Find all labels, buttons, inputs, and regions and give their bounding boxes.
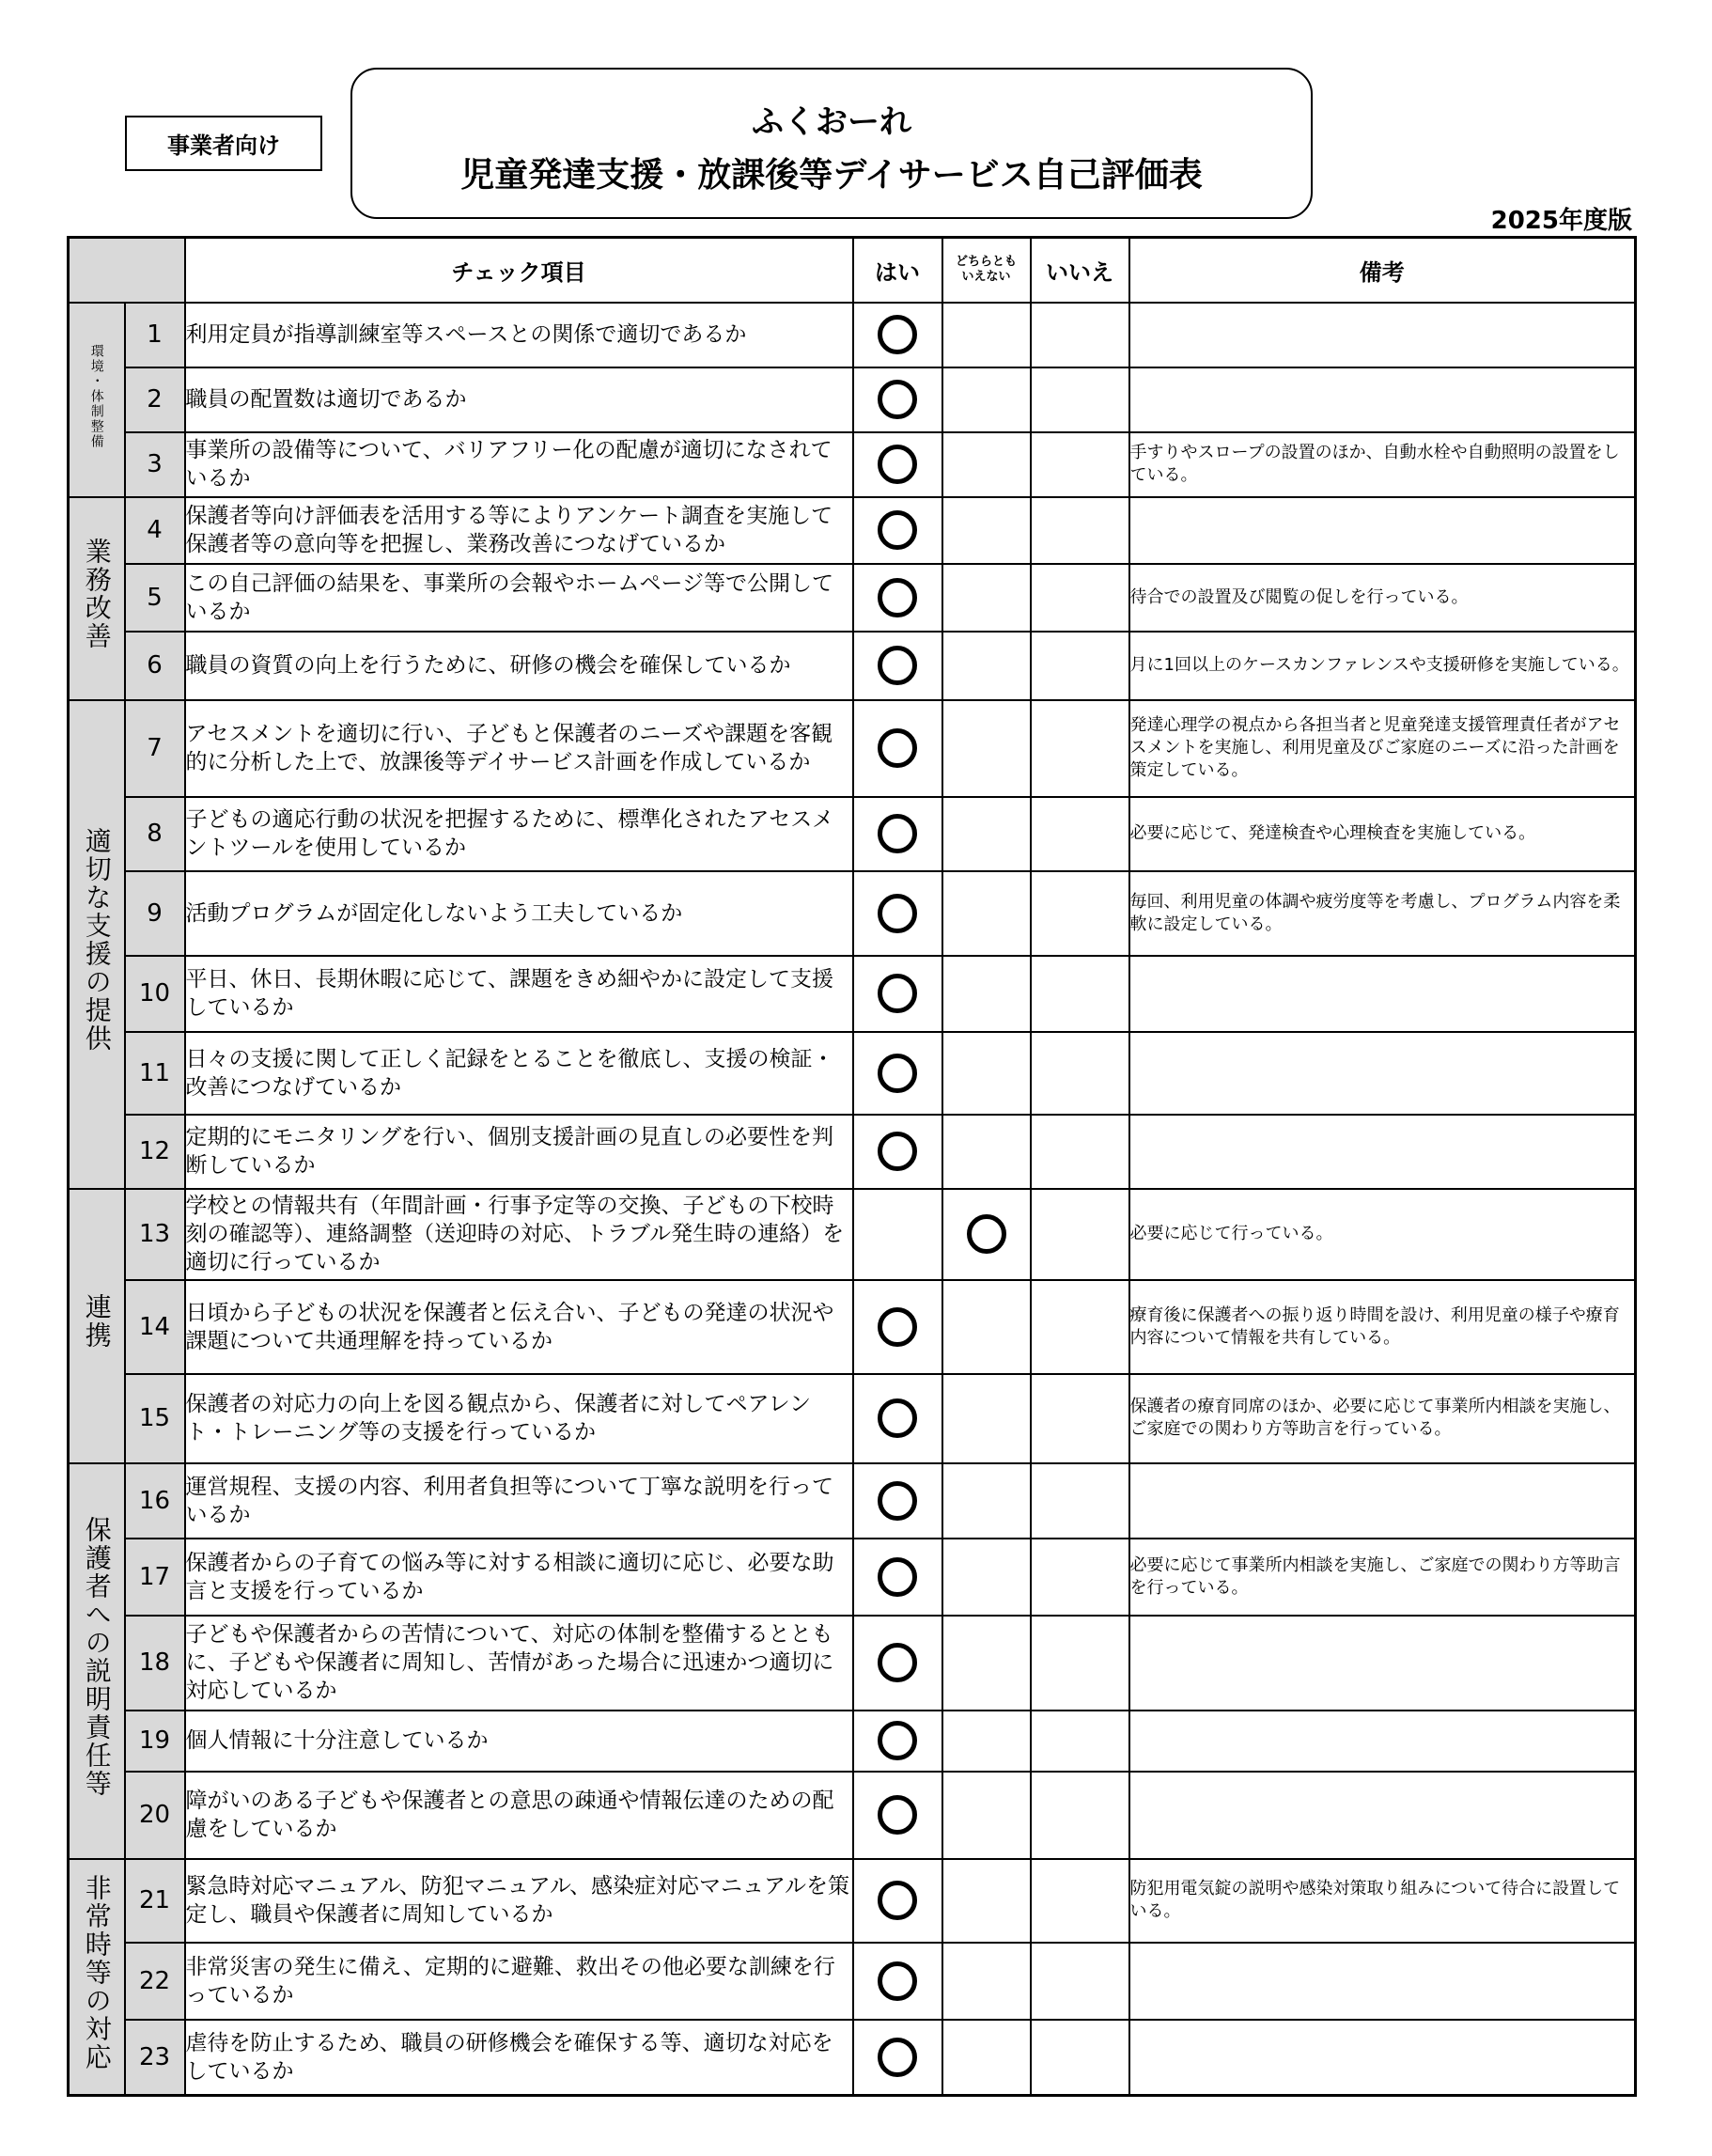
row-number: 15 <box>125 1374 185 1463</box>
answer-cell-neither[interactable] <box>942 497 1031 564</box>
answer-cell-yes[interactable] <box>853 956 942 1032</box>
answer-cell-yes[interactable] <box>853 432 942 497</box>
column-header-neither <box>942 238 1031 303</box>
table-row <box>69 1859 1636 1943</box>
check-item: アセスメントを適切に行い、子どもと保護者のニーズや課題を客観的に分析した上で、放課後等デイサービス計画を作成しているか <box>185 700 853 797</box>
answer-cell-no[interactable] <box>1031 1539 1129 1616</box>
circle-icon <box>878 445 917 484</box>
answer-cell-neither[interactable] <box>942 632 1031 700</box>
column-header-no: いいえ <box>1031 238 1129 303</box>
column-header-item: チェック項目 <box>185 238 853 303</box>
evaluation-table <box>67 236 1637 2097</box>
answer-cell-neither[interactable] <box>942 1115 1031 1189</box>
remark <box>1129 1943 1636 2020</box>
check-item: 事業所の設備等について、バリアフリー化の配慮が適切になされているか <box>185 432 853 497</box>
row-number: 1 <box>125 303 185 367</box>
circle-icon <box>878 728 917 768</box>
table-row <box>69 1463 1636 1539</box>
answer-cell-neither[interactable] <box>942 432 1031 497</box>
table-row <box>69 1374 1636 1463</box>
table-row <box>69 1280 1636 1374</box>
column-header-note: 備考 <box>1129 238 1636 303</box>
edition-label: 2025年度版 <box>1490 207 1632 235</box>
circle-icon <box>878 814 917 853</box>
section-label-text: 保護者への説明責任等 <box>81 1515 113 1798</box>
remark <box>1129 1463 1636 1539</box>
remark: 発達心理学の視点から各担当者と児童発達支援管理責任者がアセスメントを実施し、利用児童及びご家庭のニーズに沿った計画を策定している。 <box>1129 700 1636 797</box>
row-number: 9 <box>125 871 185 956</box>
section-label <box>69 700 125 1189</box>
answer-cell-no[interactable] <box>1031 1032 1129 1115</box>
circle-icon <box>878 974 917 1013</box>
circle-icon <box>878 1398 917 1438</box>
row-number: 17 <box>125 1539 185 1616</box>
table-row <box>69 1115 1636 1189</box>
row-number: 14 <box>125 1280 185 1374</box>
check-item: 平日、休日、長期休暇に応じて、課題をきめ細やかに設定して支援しているか <box>185 956 853 1032</box>
check-item: 活動プログラムが固定化しないよう工夫しているか <box>185 871 853 956</box>
answer-cell-neither[interactable] <box>942 1280 1031 1374</box>
circle-icon <box>878 646 917 685</box>
table-row <box>69 432 1636 497</box>
row-number: 22 <box>125 1943 185 2020</box>
column-header-neither-line1: どちらとも <box>955 255 1017 270</box>
check-item: 職員の資質の向上を行うために、研修の機会を確保しているか <box>185 632 853 700</box>
answer-cell-no[interactable] <box>1031 1859 1129 1943</box>
table-row <box>69 497 1636 564</box>
answer-cell-no[interactable] <box>1031 432 1129 497</box>
section-label <box>69 303 125 497</box>
answer-cell-yes[interactable] <box>853 1943 942 2020</box>
check-item: 利用定員が指導訓練室等スペースとの関係で適切であるか <box>185 303 853 367</box>
answer-cell-no[interactable] <box>1031 871 1129 956</box>
answer-cell-neither[interactable] <box>942 1711 1031 1772</box>
answer-cell-neither[interactable] <box>942 303 1031 367</box>
answer-cell-no[interactable] <box>1031 632 1129 700</box>
check-item: 運営規程、支援の内容、利用者負担等について丁寧な説明を行っているか <box>185 1463 853 1539</box>
remark: 待合での設置及び閲覧の促しを行っている。 <box>1129 564 1636 632</box>
answer-cell-neither[interactable] <box>942 1032 1031 1115</box>
circle-icon <box>878 1643 917 1682</box>
row-number: 8 <box>125 797 185 871</box>
row-number: 10 <box>125 956 185 1032</box>
answer-cell-neither[interactable] <box>942 1943 1031 2020</box>
table-row <box>69 632 1636 700</box>
circle-icon <box>878 1132 917 1171</box>
header-corner <box>69 238 185 303</box>
check-item: 虐待を防止するため、職員の研修機会を確保する等、適切な対応をしているか <box>185 2020 853 2096</box>
circle-icon <box>878 1795 917 1835</box>
row-number: 18 <box>125 1616 185 1711</box>
check-item: 子どもや保護者からの苦情について、対応の体制を整備するとともに、子どもや保護者に周知し、苦情があった場合に迅速かつ適切に対応しているか <box>185 1616 853 1711</box>
circle-icon <box>878 510 917 550</box>
table-row <box>69 1943 1636 2020</box>
table-row <box>69 1189 1636 1280</box>
answer-cell-no[interactable] <box>1031 1280 1129 1374</box>
section-label <box>69 497 125 700</box>
answer-cell-neither[interactable] <box>942 367 1031 432</box>
audience-label: 事業者向け <box>125 116 322 171</box>
row-number: 21 <box>125 1859 185 1943</box>
circle-icon <box>878 1557 917 1597</box>
remark: 月に1回以上のケースカンファレンスや支援研修を実施している。 <box>1129 632 1636 700</box>
table-row <box>69 367 1636 432</box>
remark: 必要に応じて行っている。 <box>1129 1189 1636 1280</box>
column-header-yes: はい <box>853 238 942 303</box>
table-row <box>69 1539 1636 1616</box>
answer-cell-yes[interactable] <box>853 1539 942 1616</box>
circle-icon <box>878 578 917 617</box>
section-label-text: 適切な支援の提供 <box>81 827 113 1053</box>
row-number: 11 <box>125 1032 185 1115</box>
row-number: 19 <box>125 1711 185 1772</box>
row-number: 20 <box>125 1772 185 1859</box>
circle-icon <box>967 1214 1006 1254</box>
answer-cell-yes[interactable] <box>853 1189 942 1280</box>
section-label <box>69 1463 125 1859</box>
circle-icon <box>878 315 917 354</box>
table-row <box>69 700 1636 797</box>
table-row <box>69 1772 1636 1859</box>
circle-icon <box>878 2038 917 2077</box>
section-label-text: 連携 <box>81 1293 113 1350</box>
answer-cell-no[interactable] <box>1031 303 1129 367</box>
answer-cell-no[interactable] <box>1031 497 1129 564</box>
answer-cell-no[interactable] <box>1031 956 1129 1032</box>
remark: 保護者の療育同席のほか、必要に応じて事業所内相談を実施し、ご家庭での関わり方等助言を行っている。 <box>1129 1374 1636 1463</box>
answer-cell-yes[interactable] <box>853 1463 942 1539</box>
remark <box>1129 497 1636 564</box>
table-row <box>69 1032 1636 1115</box>
answer-cell-yes[interactable] <box>853 1115 942 1189</box>
answer-cell-no[interactable] <box>1031 1772 1129 1859</box>
table-row <box>69 564 1636 632</box>
answer-cell-no[interactable] <box>1031 1189 1129 1280</box>
section-label-text: 業務改善 <box>81 538 113 650</box>
answer-cell-no[interactable] <box>1031 1943 1129 2020</box>
row-number: 12 <box>125 1115 185 1189</box>
remark: 療育後に保護者への振り返り時間を設け、利用児童の様子や療育内容について情報を共有している。 <box>1129 1280 1636 1374</box>
answer-cell-no[interactable] <box>1031 1374 1129 1463</box>
answer-cell-no[interactable] <box>1031 564 1129 632</box>
circle-icon <box>878 1881 917 1920</box>
remark <box>1129 956 1636 1032</box>
circle-icon <box>878 380 917 419</box>
answer-cell-neither[interactable] <box>942 1616 1031 1711</box>
row-number: 6 <box>125 632 185 700</box>
remark: 手すりやスロープの設置のほか、自動水栓や自動照明の設置をしている。 <box>1129 432 1636 497</box>
answer-cell-yes[interactable] <box>853 632 942 700</box>
row-number: 4 <box>125 497 185 564</box>
answer-cell-no[interactable] <box>1031 797 1129 871</box>
remark <box>1129 367 1636 432</box>
circle-icon <box>878 1307 917 1347</box>
answer-cell-yes[interactable] <box>853 1772 942 1859</box>
check-item: 非常災害の発生に備え、定期的に避難、救出その他必要な訓練を行っているか <box>185 1943 853 2020</box>
remark: 毎回、利用児童の体調や疲労度等を考慮し、プログラム内容を柔軟に設定している。 <box>1129 871 1636 956</box>
check-item: 障がいのある子どもや保護者との意思の疎通や情報伝達のための配慮をしているか <box>185 1772 853 1859</box>
answer-cell-yes[interactable] <box>853 1711 942 1772</box>
answer-cell-no[interactable] <box>1031 1711 1129 1772</box>
section-label <box>69 1859 125 2096</box>
table-body <box>69 303 1636 2096</box>
table-row <box>69 1616 1636 1711</box>
answer-cell-yes[interactable] <box>853 1280 942 1374</box>
answer-cell-neither[interactable] <box>942 797 1031 871</box>
answer-cell-yes[interactable] <box>853 1374 942 1463</box>
column-header-neither-line2: いえない <box>961 270 1011 285</box>
answer-cell-yes[interactable] <box>853 2020 942 2096</box>
section-label-text: 環境・体制整備 <box>88 343 104 449</box>
table-row <box>69 1711 1636 1772</box>
circle-icon <box>878 1721 917 1760</box>
section-label <box>69 1189 125 1463</box>
check-item: 子どもの適応行動の状況を把握するために、標準化されたアセスメントツールを使用しているか <box>185 797 853 871</box>
check-item: 個人情報に十分注意しているか <box>185 1711 853 1772</box>
answer-cell-yes[interactable] <box>853 871 942 956</box>
check-item: 日頃から子どもの状況を保護者と伝え合い、子どもの発達の状況や課題について共通理解を持っているか <box>185 1280 853 1374</box>
answer-cell-neither[interactable] <box>942 1859 1031 1943</box>
remark <box>1129 1032 1636 1115</box>
row-number: 3 <box>125 432 185 497</box>
circle-icon <box>878 1481 917 1521</box>
circle-icon <box>878 1054 917 1093</box>
section-label-text: 非常時等の対応 <box>81 1873 113 2071</box>
remark <box>1129 1772 1636 1859</box>
answer-cell-no[interactable] <box>1031 1463 1129 1539</box>
row-number: 7 <box>125 700 185 797</box>
row-number: 2 <box>125 367 185 432</box>
table-row <box>69 2020 1636 2096</box>
title-brand: ふくおーれ <box>752 103 911 141</box>
answer-cell-no[interactable] <box>1031 367 1129 432</box>
check-item: 緊急時対応マニュアル、防犯マニュアル、感染症対応マニュアルを策定し、職員や保護者に周知しているか <box>185 1859 853 1943</box>
answer-cell-no[interactable] <box>1031 2020 1129 2096</box>
answer-cell-yes[interactable] <box>853 797 942 871</box>
check-item: 学校との情報共有（年間計画・行事予定等の交換、子どもの下校時刻の確認等）、連絡調整（送迎時の対応、トラブル発生時の連絡）を適切に行っているか <box>185 1189 853 1280</box>
page-title: 児童発達支援・放課後等デイサービス自己評価表 <box>460 156 1203 195</box>
remark: 必要に応じて事業所内相談を実施し、ご家庭での関わり方等助言を行っている。 <box>1129 1539 1636 1616</box>
remark <box>1129 2020 1636 2096</box>
check-item: 保護者等向け評価表を活用する等によりアンケート調査を実施して保護者等の意向等を把握し、業務改善につなげているか <box>185 497 853 564</box>
check-item: 職員の配置数は適切であるか <box>185 367 853 432</box>
answer-cell-yes[interactable] <box>853 1859 942 1943</box>
answer-cell-neither[interactable] <box>942 1374 1031 1463</box>
table-row <box>69 797 1636 871</box>
answer-cell-neither[interactable] <box>942 2020 1031 2096</box>
answer-cell-yes[interactable] <box>853 367 942 432</box>
answer-cell-neither[interactable] <box>942 1463 1031 1539</box>
table-row <box>69 303 1636 367</box>
remark <box>1129 1616 1636 1711</box>
answer-cell-neither[interactable] <box>942 1539 1031 1616</box>
answer-cell-yes[interactable] <box>853 303 942 367</box>
answer-cell-yes[interactable] <box>853 497 942 564</box>
remark <box>1129 1115 1636 1189</box>
remark: 必要に応じて、発達検査や心理検査を実施している。 <box>1129 797 1636 871</box>
answer-cell-yes[interactable] <box>853 1032 942 1115</box>
row-number: 23 <box>125 2020 185 2096</box>
answer-cell-yes[interactable] <box>853 1616 942 1711</box>
check-item: 定期的にモニタリングを行い、個別支援計画の見直しの必要性を判断しているか <box>185 1115 853 1189</box>
table-row <box>69 871 1636 956</box>
remark <box>1129 1711 1636 1772</box>
remark: 防犯用電気錠の説明や感染対策取り組みについて待合に設置している。 <box>1129 1859 1636 1943</box>
row-number: 13 <box>125 1189 185 1280</box>
check-item: この自己評価の結果を、事業所の会報やホームページ等で公開しているか <box>185 564 853 632</box>
answer-cell-neither[interactable] <box>942 700 1031 797</box>
answer-cell-no[interactable] <box>1031 1115 1129 1189</box>
answer-cell-no[interactable] <box>1031 1616 1129 1711</box>
table-row <box>69 956 1636 1032</box>
check-item: 日々の支援に関して正しく記録をとることを徹底し、支援の検証・改善につなげているか <box>185 1032 853 1115</box>
answer-cell-yes[interactable] <box>853 564 942 632</box>
row-number: 5 <box>125 564 185 632</box>
answer-cell-neither[interactable] <box>942 1772 1031 1859</box>
answer-cell-yes[interactable] <box>853 700 942 797</box>
answer-cell-neither[interactable] <box>942 1189 1031 1280</box>
title-box <box>350 68 1313 219</box>
check-item: 保護者の対応力の向上を図る観点から、保護者に対してペアレント・トレーニング等の支援を行っているか <box>185 1374 853 1463</box>
circle-icon <box>878 894 917 933</box>
circle-icon <box>878 1961 917 2001</box>
answer-cell-neither[interactable] <box>942 564 1031 632</box>
answer-cell-no[interactable] <box>1031 700 1129 797</box>
answer-cell-neither[interactable] <box>942 871 1031 956</box>
answer-cell-neither[interactable] <box>942 956 1031 1032</box>
remark <box>1129 303 1636 367</box>
check-item: 保護者からの子育ての悩み等に対する相談に適切に応じ、必要な助言と支援を行っているか <box>185 1539 853 1616</box>
row-number: 16 <box>125 1463 185 1539</box>
